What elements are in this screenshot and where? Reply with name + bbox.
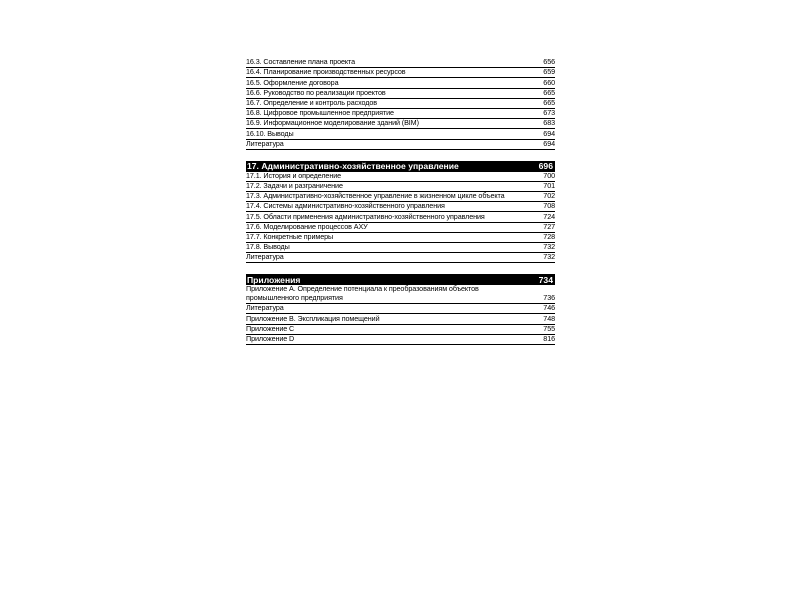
chapter-17-heading[interactable] xyxy=(246,161,555,172)
toc-entry[interactable] xyxy=(246,212,555,222)
toc-entry[interactable] xyxy=(246,172,555,182)
entry-page: 694 xyxy=(543,138,555,148)
entry-title: Литература xyxy=(246,304,284,313)
entry-page: 736 xyxy=(543,293,555,303)
appendices-page: 734 xyxy=(538,274,553,285)
entry-page: 659 xyxy=(543,67,555,77)
entry-title: 17.6. Моделирование процессов АХУ xyxy=(246,222,368,231)
entry-page: 656 xyxy=(543,57,555,67)
entry-title: Приложение B. Экспликация помещений xyxy=(246,314,380,323)
entry-title: 17.4. Системы административно-хозяйственного управления xyxy=(246,202,445,211)
entry-title: 16.10. Выводы xyxy=(246,129,294,138)
entry-title: 16.8. Цифровое промышленное предприятие xyxy=(246,109,394,118)
entry-title: Литература xyxy=(246,253,284,262)
entry-page: 694 xyxy=(543,128,555,138)
table-of-contents xyxy=(246,58,555,345)
entry-page: 728 xyxy=(543,232,555,241)
entry-title: 17.8. Выводы xyxy=(246,243,290,252)
entry-page: 660 xyxy=(543,77,555,87)
entry-page: 665 xyxy=(543,87,555,97)
entry-title: Приложение A. Определение потенциала к преобразованиям объектов промышленного предприятия xyxy=(246,285,479,302)
entry-page: 732 xyxy=(543,252,555,262)
toc-group-16 xyxy=(246,58,555,150)
toc-entry[interactable] xyxy=(246,325,555,335)
entry-page: 665 xyxy=(543,97,555,107)
entry-page: 732 xyxy=(543,242,555,252)
toc-entry[interactable] xyxy=(246,243,555,253)
entry-page: 748 xyxy=(543,313,555,323)
toc-entry[interactable] xyxy=(246,119,555,129)
entry-page: 700 xyxy=(543,170,555,180)
entry-title: 16.4. Планирование производственных ресурсов xyxy=(246,68,406,77)
toc-entry[interactable] xyxy=(246,58,555,68)
entry-title: 16.5. Оформление договора xyxy=(246,78,339,87)
entry-title: 17.7. Конкретные примеры xyxy=(246,233,334,241)
toc-entry[interactable] xyxy=(246,89,555,99)
entry-title: 17.3. Административно-хозяйственное управление в жизненном цикле объекта xyxy=(246,192,505,201)
toc-entry[interactable] xyxy=(246,140,555,150)
toc-entry[interactable] xyxy=(246,192,555,202)
entry-title: 16.3. Составление плана проекта xyxy=(246,58,356,67)
chapter-page: 696 xyxy=(538,161,553,172)
entry-title: 16.9. Информационное моделирование зданий (BIM) xyxy=(246,119,419,128)
toc-entry[interactable] xyxy=(246,68,555,78)
entry-title: Приложение D xyxy=(246,334,295,343)
entry-page: 683 xyxy=(543,118,555,128)
toc-entry[interactable] xyxy=(246,129,555,139)
toc-entry[interactable] xyxy=(246,182,555,192)
entry-page: 746 xyxy=(543,303,555,313)
toc-entry[interactable] xyxy=(246,304,555,314)
entry-page: 755 xyxy=(543,323,555,333)
entry-page: 816 xyxy=(543,333,555,343)
appendices-title: Приложения xyxy=(247,274,301,285)
toc-entry[interactable] xyxy=(246,99,555,109)
entry-title: 16.6. Руководство по реализации проектов xyxy=(246,88,386,97)
entry-title: Литература xyxy=(246,139,284,148)
toc-group-17 xyxy=(246,172,555,264)
entry-title: 17.2. Задачи и разграничение xyxy=(246,182,343,191)
entry-page: 724 xyxy=(543,211,555,221)
section-spacer xyxy=(246,263,555,274)
entry-title: 17.5. Области применения административно-хозяйственного управления xyxy=(246,212,485,221)
toc-entry[interactable] xyxy=(246,285,555,304)
entry-title: Приложение C xyxy=(246,324,295,333)
toc-group-appendices xyxy=(246,285,555,345)
toc-entry[interactable] xyxy=(246,233,555,243)
section-spacer xyxy=(246,150,555,161)
toc-entry[interactable] xyxy=(246,335,555,345)
entry-page: 701 xyxy=(543,181,555,191)
toc-entry[interactable] xyxy=(246,109,555,119)
toc-entry[interactable] xyxy=(246,314,555,324)
toc-entry[interactable] xyxy=(246,78,555,88)
entry-title: 16.7. Определение и контроль расходов xyxy=(246,98,377,107)
toc-entry[interactable] xyxy=(246,253,555,263)
toc-entry[interactable] xyxy=(246,202,555,212)
entry-page: 702 xyxy=(543,191,555,201)
toc-entry[interactable] xyxy=(246,223,555,233)
chapter-title: 17. Административно-хозяйственное управление xyxy=(247,161,459,172)
entry-page: 727 xyxy=(543,221,555,231)
appendices-heading[interactable] xyxy=(246,274,555,285)
entry-page: 673 xyxy=(543,108,555,118)
entry-title: 17.1. История и определение xyxy=(246,171,342,180)
entry-page: 708 xyxy=(543,201,555,211)
